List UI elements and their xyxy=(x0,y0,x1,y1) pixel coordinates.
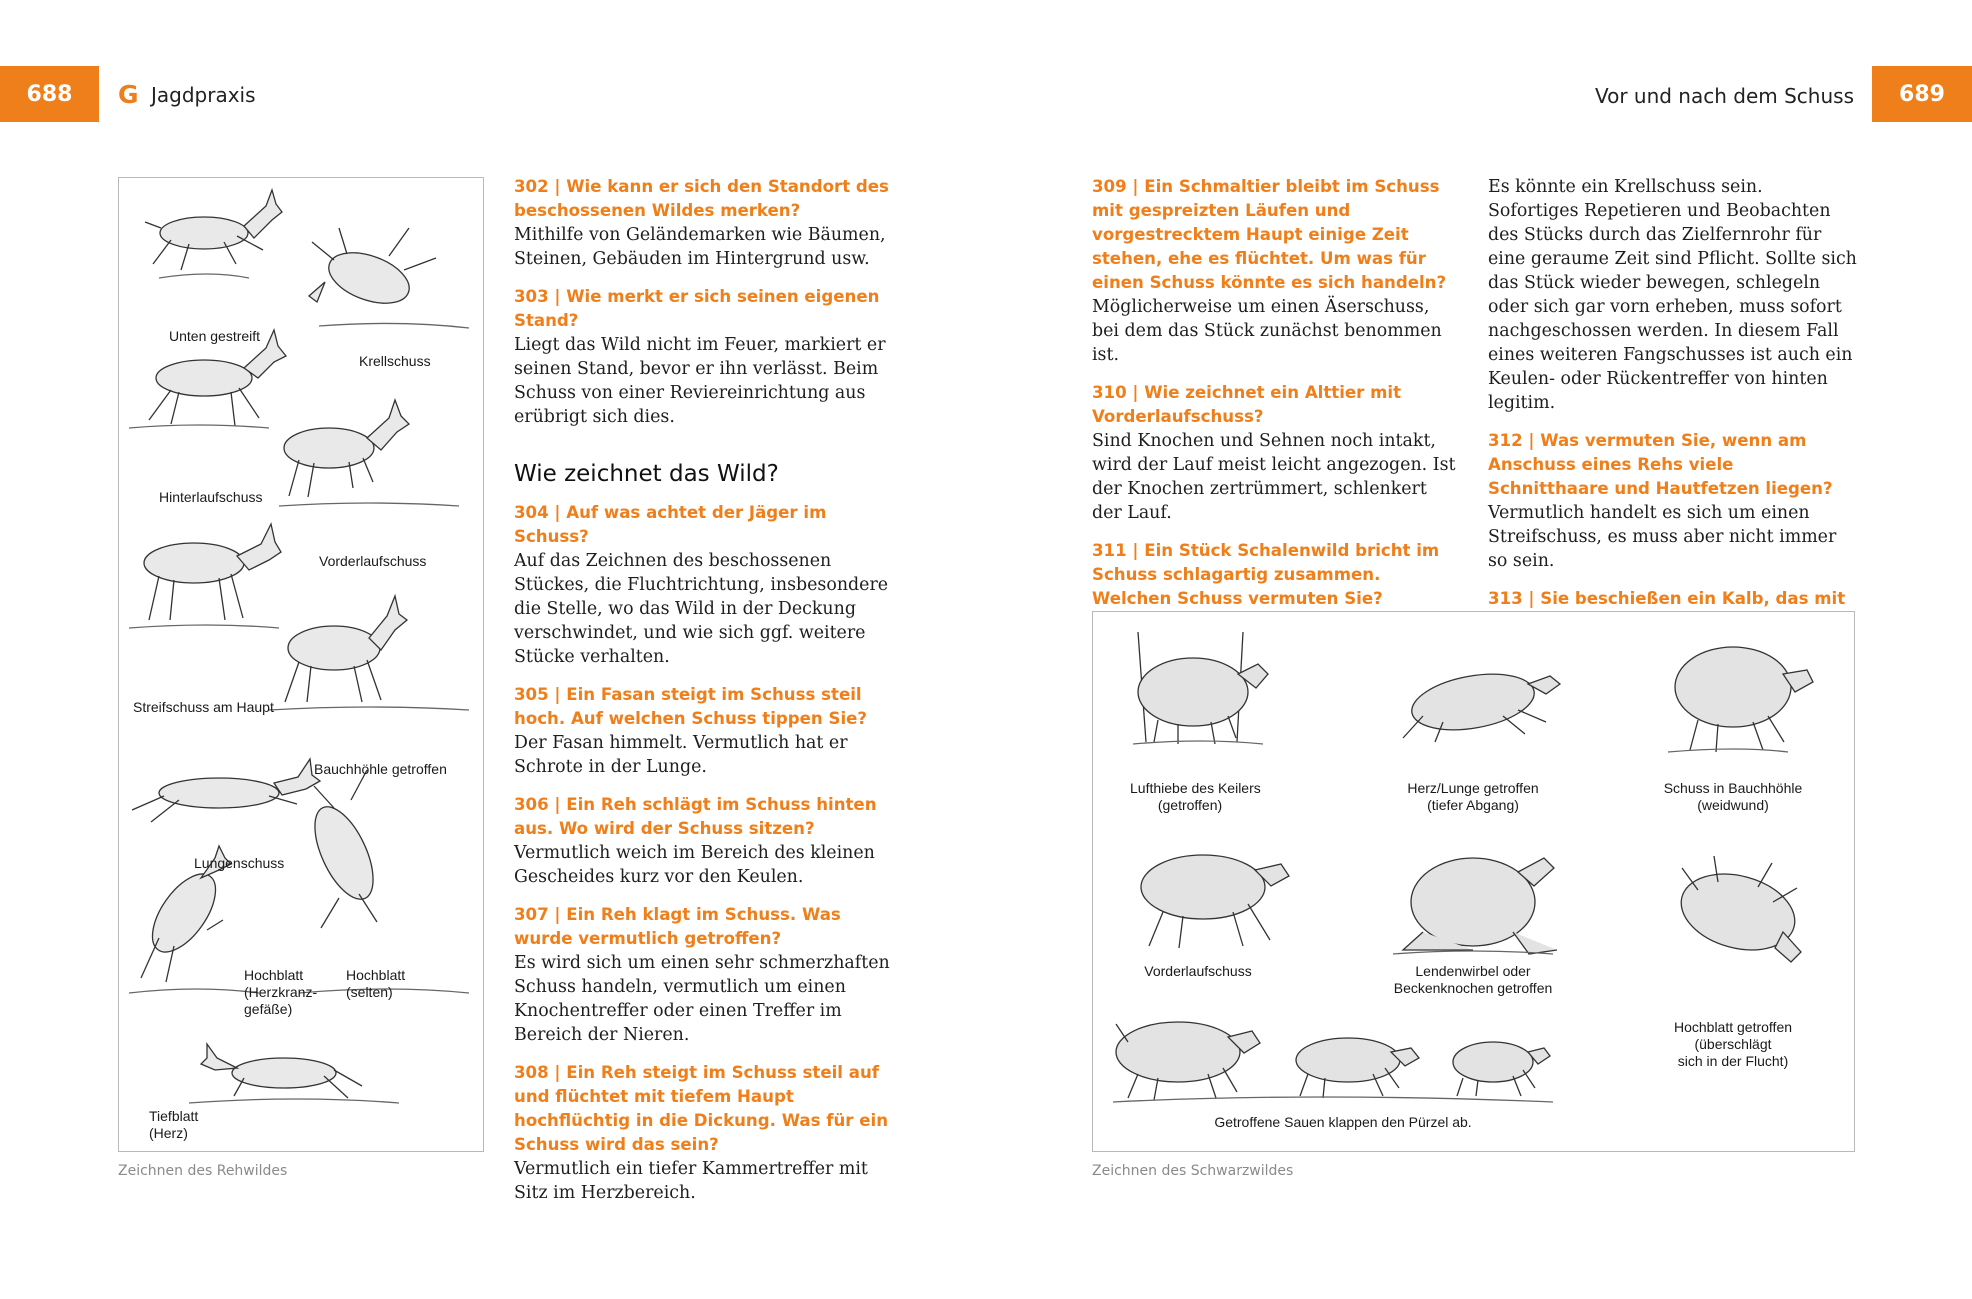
right-page-number: 689 xyxy=(1872,66,1972,122)
qa-310 xyxy=(1092,381,1458,525)
boar-sketch-1 xyxy=(1138,632,1268,744)
label-herz-lunge: Herz/Lunge getroffen (tiefer Abgang) xyxy=(1407,780,1539,813)
qa-312 xyxy=(1488,429,1858,573)
label-bauchhoehle: Bauchhöhle getroffen xyxy=(314,761,447,777)
label-krellschuss: Krellschuss xyxy=(359,353,431,369)
label-hochblatt-selten: Hochblatt (selten) xyxy=(346,967,406,1000)
answer-308: Vermutlich ein tiefer Kammertreffer mit Sitz im Herzbereich. xyxy=(514,1159,868,1203)
question-305: 305 | Ein Fasan steigt im Schuss steil hoch. Auf welchen Schuss tippen Sie? xyxy=(514,685,868,728)
deer-sketch-1 xyxy=(145,190,282,270)
label-lufthiebe: Lufthiebe des Keilers (getroffen) xyxy=(1130,780,1261,813)
deer-sketch-10 xyxy=(201,1044,362,1098)
question-312: 312 | Was vermuten Sie, wenn am Anschuss eines Rehs viele Schnitthaare und Hautfetzen liegen? xyxy=(1488,431,1833,498)
roe-deer-caption: Zeichnen des Rehwildes xyxy=(118,1163,288,1179)
answer-307: Es wird sich um einen sehr schmerzhaften Schuss handeln, vermutlich um einen Knochentreffer oder einen Treffer im Bereich der Nieren. xyxy=(514,953,890,1045)
label-sauen: Getroffene Sauen klappen den Pürzel ab. xyxy=(1214,1114,1472,1130)
deer-sketch-2 xyxy=(309,228,436,313)
boar-sketch-7 xyxy=(1116,1022,1260,1100)
question-308: 308 | Ein Reh steigt im Schuss steil auf und flüchtet mit tiefem Haupt hochflüchtig in die Dickung. Was für ein Schuss wird das sein? xyxy=(514,1063,889,1154)
qa-307 xyxy=(514,903,890,1047)
qa-309 xyxy=(1092,175,1458,367)
label-tiefblatt: Tiefblatt (Herz) xyxy=(149,1108,199,1141)
label-streifschuss: Streifschuss am Haupt xyxy=(133,699,274,715)
boar-sketch-6 xyxy=(1673,856,1804,962)
question-306: 306 | Ein Reh schlägt im Schuss hinten aus. Wo wird der Schuss sitzen? xyxy=(514,795,877,838)
answer-303: Liegt das Wild nicht im Feuer, markiert er seinen Stand, bevor er ihn verlässt. Beim Schuss von einer Reviereinrichtung aus erübrigt sich dies. xyxy=(514,335,886,427)
question-307: 307 | Ein Reh klagt im Schuss. Was wurde vermutlich getroffen? xyxy=(514,905,841,948)
wild-boar-figure xyxy=(1092,611,1855,1152)
qa-302 xyxy=(514,175,890,271)
label-bauchhoehle-boar: Schuss in Bauchhöhle (weidwund) xyxy=(1663,780,1803,813)
label-hinterlaufschuss: Hinterlaufschuss xyxy=(159,489,263,505)
question-311: 311 | Ein Stück Schalenwild bricht im Schuss schlagartig zusammen. Welchen Schuss vermuten Sie? xyxy=(1092,541,1440,608)
qa-303 xyxy=(514,285,890,429)
deer-sketch-6 xyxy=(285,596,407,702)
deer-sketch-5 xyxy=(144,524,281,620)
text-column-4 xyxy=(1488,175,1858,659)
wild-boar-sketches xyxy=(1093,612,1856,1153)
answer-312: Vermutlich handelt es sich um einen Streifschuss, es muss aber nicht immer so sein. xyxy=(1488,503,1837,571)
question-310: 310 | Wie zeichnet ein Alttier mit Vorderlaufschuss? xyxy=(1092,383,1402,426)
label-vorderlaufschuss: Vorderlaufschuss xyxy=(319,553,427,569)
deer-sketch-4 xyxy=(284,400,409,497)
answer-305: Der Fasan himmelt. Vermutlich hat er Schrote in der Lunge. xyxy=(514,733,848,777)
label-hochblatt-boar: Hochblatt getroffen (überschlägt sich in der Flucht) xyxy=(1673,1019,1793,1069)
label-vorderlaufschuss-boar: Vorderlaufschuss xyxy=(1144,963,1252,979)
boar-sketch-8 xyxy=(1296,1038,1419,1098)
answer-309: Möglicherweise um einen Äserschuss, bei dem das Stück zunächst benommen ist. xyxy=(1092,297,1442,365)
qa-306 xyxy=(514,793,890,889)
qa-308 xyxy=(514,1061,890,1205)
question-302: 302 | Wie kann er sich den Standort des beschossenen Wildes merken? xyxy=(514,177,889,220)
label-lungenschuss: Lungenschuss xyxy=(194,855,285,871)
left-page-number: 688 xyxy=(0,66,99,122)
question-309: 309 | Ein Schmaltier bleibt im Schuss mit gespreizten Läufen und vorgestrecktem Haupt einige Zeit stehen, ehe es flüchtet. Um was für einen Schuss könnte es sich handeln? xyxy=(1092,177,1447,292)
roe-deer-figure xyxy=(118,177,484,1152)
answer-304: Auf das Zeichnen des beschossenen Stückes, die Fluchtrichtung, insbesondere die Stelle, wo das Wild in der Deckung verschwindet, und wie sich ggf. weitere Stücke verhalten. xyxy=(514,551,889,667)
boar-sketch-5 xyxy=(1403,858,1557,954)
chapter-letter: G xyxy=(118,80,139,109)
qa-304 xyxy=(514,501,890,669)
wild-boar-caption: Zeichnen des Schwarzwildes xyxy=(1092,1163,1294,1179)
label-lendenwirbel: Lendenwirbel oder Beckenknochen getroffen xyxy=(1393,963,1553,996)
answer-302: Mithilfe von Geländemarken wie Bäumen, Steinen, Gebäuden im Hintergrund usw. xyxy=(514,225,886,269)
answer-310: Sind Knochen und Sehnen noch intakt, wird der Lauf meist leicht angezogen. Ist der Knochen zertrümmert, schlenkert der Lauf. xyxy=(1092,431,1456,523)
qa-305 xyxy=(514,683,890,779)
answer-306: Vermutlich weich im Bereich des kleinen Gescheides kurz vor den Keulen. xyxy=(514,843,875,887)
question-303: 303 | Wie merkt er sich seinen eigenen Stand? xyxy=(514,287,880,330)
answer-311: Es könnte ein Krellschuss sein. Sofortiges Repetieren und Beobachten des Stücks durch das Zielfernrohr für eine geraume Zeit sind Pflicht. Sollte sich das Stück wieder bewegen, schlegeln oder sich gar vorn erheben, muss sofort nachgeschossen werden. In diesem Fall eines weiteren Fangschusses ist auch ein Keulen- oder Rückentreffer von hinten legitim. xyxy=(1488,177,1857,413)
boar-sketch-9 xyxy=(1453,1042,1550,1096)
label-hochblatt-herz: Hochblatt (Herzkranz- gefäße) xyxy=(244,967,318,1017)
section-heading: Wie zeichnet das Wild? xyxy=(514,461,779,487)
question-304: 304 | Auf was achtet der Jäger im Schuss? xyxy=(514,503,827,546)
running-title: Vor und nach dem Schuss xyxy=(1594,84,1854,108)
text-column-1 xyxy=(514,175,890,1219)
chapter-title: Jagdpraxis xyxy=(151,83,256,107)
label-unten-gestreift: Unten gestreift xyxy=(169,328,261,344)
question-313: 313 | Sie beschießen ein Kalb, das mit xyxy=(1488,589,1846,608)
deer-sketch-8 xyxy=(303,770,385,928)
qa-311 xyxy=(1092,539,1458,611)
boar-sketch-4 xyxy=(1141,855,1289,948)
text-column-3 xyxy=(1092,175,1458,611)
boar-sketch-3 xyxy=(1675,647,1813,752)
deer-sketch-7 xyxy=(132,759,320,822)
boar-sketch-2 xyxy=(1403,666,1560,742)
